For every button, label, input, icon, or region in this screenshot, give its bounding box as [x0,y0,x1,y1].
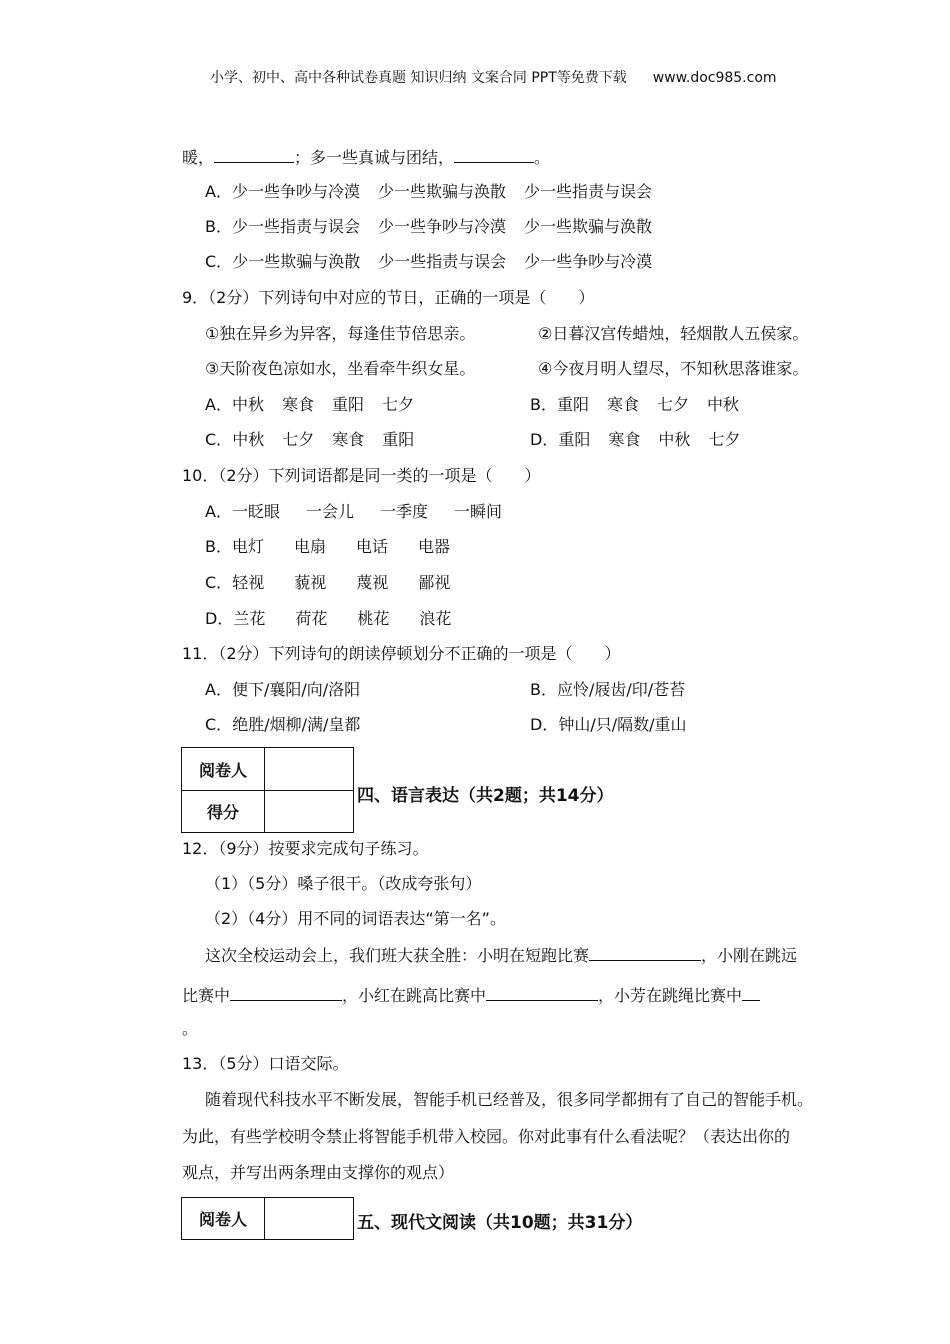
q9-option-c[interactable]: C．中秋 七夕 寒食 重阳 [205,430,415,449]
q8-stem-tail: 暖， ；多一些真诚与团结， 。 [182,148,551,167]
score-table [181,747,354,833]
q12-sub-1: （1）（5分）嗓子很干。（改成夸张句） [205,874,482,893]
q11-option-c[interactable]: C．绝胜/烟柳/满/皇都 [205,715,361,734]
header-text: 小学、初中、高中各种试卷真题 知识归纳 文案合同 PPT等免费下载 [210,70,627,86]
q9-option-d[interactable]: D．重阳 寒食 中秋 七夕 [530,430,741,449]
reviewer-cell[interactable] [265,1198,354,1240]
q10-option-d[interactable]: D．兰花 荷花 桃花 浪花 [205,609,452,628]
q10-option-b[interactable]: B．电灯 电扇 电话 电器 [205,537,451,556]
q9-stem: 9．（2分）下列诗句中对应的节日，正确的一项是（ ） [182,288,595,307]
q13-paragraph-line-3: 观点，并写出两条理由支撑你的观点） [182,1163,455,1182]
q10-option-a[interactable]: A．一眨眼 一会儿 一季度 一瞬间 [205,502,503,521]
score-table [181,1197,354,1240]
q12-paragraph-line-1: 这次全校运动会上，我们班大获全胜：小明在短跑比赛 ，小刚在跳远 [205,946,798,965]
q8-option-b[interactable]: B．少一些指责与误会 少一些争吵与冷漠 少一些欺骗与涣散 [205,217,653,236]
q9-poem-4: ④今夜月明人望尽，不知秋思落谁家。 [538,359,809,378]
q9-option-a[interactable]: A．中秋 寒食 重阳 七夕 [205,395,415,414]
score-cell[interactable] [265,791,354,833]
reviewer-label: 阅卷人 [182,748,265,791]
section-title: 四、语言表达（共2题；共14分） [357,786,614,806]
q12-sub-2: （2）（4分）用不同的词语表达“第一名”。 [205,909,506,928]
q8-option-a[interactable]: A．少一些争吵与冷漠 少一些欺骗与涣散 少一些指责与误会 [205,182,652,201]
answer-blank[interactable] [589,944,701,961]
answer-blank[interactable] [214,146,294,163]
q12-stem: 12．（9分）按要求完成句子练习。 [182,839,429,858]
q13-stem: 13．（5分）口语交际。 [182,1054,349,1073]
answer-blank[interactable] [486,984,598,1001]
reviewer-label: 阅卷人 [182,1198,265,1240]
answer-blank[interactable] [454,146,534,163]
page-header [210,68,777,88]
q11-option-d[interactable]: D．钟山/只/隔数/重山 [530,715,687,734]
q13-paragraph-line-2: 为此，有些学校明令禁止将智能手机带入校园。你对此事有什么看法呢？（表达出你的 [182,1127,791,1146]
q11-option-a[interactable]: A．便下/襄阳/向/洛阳 [205,680,361,699]
score-label: 得分 [182,791,265,833]
q13-paragraph-line-1: 随着现代科技水平不断发展，智能手机已经普及，很多同学都拥有了自己的智能手机。 [205,1090,814,1109]
q12-paragraph-line-3: 。 [182,1019,199,1038]
q11-option-b[interactable]: B．应怜/屐齿/印/苍苔 [530,680,686,699]
reviewer-cell[interactable] [265,748,354,791]
q9-poem-3: ③天阶夜色凉如水，坐看牵牛织女星。 [205,359,476,378]
answer-blank[interactable] [230,984,342,1001]
q9-poem-1: ①独在异乡为异客，每逢佳节倍思亲。 [205,324,476,343]
q8-option-c[interactable]: C．少一些欺骗与涣散 少一些指责与误会 少一些争吵与冷漠 [205,252,653,271]
q10-option-c[interactable]: C．轻视 藐视 蔑视 鄙视 [205,573,451,592]
header-url[interactable]: www.doc985.com [652,70,777,86]
q9-poem-2: ②日暮汉宫传蜡烛，轻烟散人五侯家。 [538,324,809,343]
q12-paragraph-line-2: 比赛中 ，小红在跳高比赛中 ，小芳在跳绳比赛中 [182,984,760,1007]
q11-stem: 11．（2分）下列诗句的朗读停顿划分不正确的一项是（ ） [182,644,621,663]
q9-option-b[interactable]: B．重阳 寒食 七夕 中秋 [530,395,740,414]
section-title: 五、现代文阅读（共10题；共31分） [357,1213,643,1233]
q10-stem: 10．（2分）下列词语都是同一类的一项是（ ） [182,466,541,485]
answer-blank[interactable] [742,984,760,1001]
